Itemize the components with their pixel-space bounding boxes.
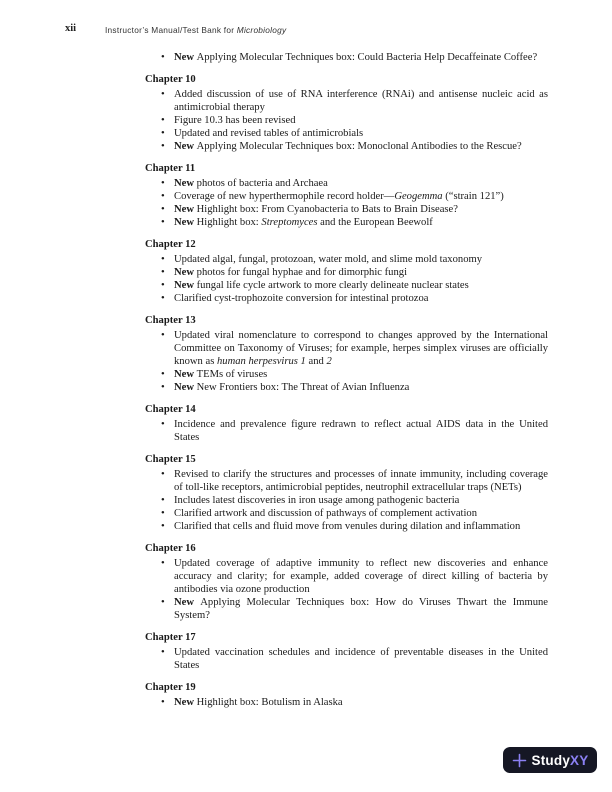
bullet-item	[161, 468, 548, 494]
bullet-item	[161, 177, 548, 190]
bullet-item	[161, 88, 548, 114]
bullet-text-run: Clarified cyst-trophozoite conversion for intestinal protozoa	[174, 293, 429, 304]
running-head-text: Instructor’s Manual/Test Bank for	[105, 24, 237, 35]
bullet-text-run: Updated coverage of adaptive immunity to reflect new discoveries and enhance accuracy and clarity; for example, added coverage of direct killing of bacteria by antibodies via ozone production	[174, 558, 548, 595]
chapter-heading: Chapter 11	[145, 163, 196, 174]
brand-wordmark	[532, 753, 589, 768]
bullet-item	[161, 51, 548, 64]
bullet-text-run: Applying Molecular Techniques box: Could Bacteria Help Decaffeinate Coffee?	[196, 52, 538, 63]
bullet-item	[161, 368, 548, 381]
bullet-item	[161, 596, 548, 622]
chapter-section	[145, 238, 548, 305]
bullet-text-run: Streptomyces	[261, 217, 318, 228]
bullet-item	[161, 494, 548, 507]
bullet-text-run: TEMs of viruses	[196, 369, 268, 380]
bullet-item	[161, 279, 548, 292]
chapter-heading: Chapter 12	[145, 239, 196, 250]
bullet-list	[161, 468, 548, 533]
bullet-text-run: Updated vaccination schedules and incidence of preventable diseases in the United States	[174, 647, 548, 671]
bullet-text-run: New	[174, 597, 201, 608]
running-head-book-title: Microbiology	[236, 24, 287, 35]
bullet-list	[161, 51, 548, 64]
bullet-text-run: New	[174, 204, 197, 215]
chapter-heading: Chapter 15	[145, 454, 196, 465]
bullet-text-run: (“strain 121”)	[442, 191, 504, 202]
bullet-text-run: New	[174, 178, 197, 189]
bullet-item	[161, 292, 548, 305]
bullet-text-run: Applying Molecular Techniques box: How do Viruses Thwart the Immune System?	[174, 597, 549, 621]
chapter-heading: Chapter 13	[145, 315, 196, 326]
bullet-item	[161, 418, 548, 444]
chapter-section	[145, 73, 548, 153]
bullet-list	[161, 88, 548, 153]
bullet-item	[161, 216, 548, 229]
bullet-text-run: human herpesvirus 1	[216, 356, 306, 367]
bullet-item	[161, 329, 548, 368]
bullet-item	[161, 266, 548, 279]
bullet-text-run: Revised to clarify the structures and processes of innate immunity, including coverage of toll-like receptors, antimicrobial peptides, neutrophil extracellular traps (NETs)	[174, 469, 548, 493]
bullet-text-run: Updated viral nomenclature to correspond to changes approved by the International Committee on Taxonomy of Viruses; for example, herpes simplex viruses are officially known as	[174, 330, 548, 367]
bullet-list	[161, 418, 548, 444]
chapter-section	[145, 681, 548, 709]
chapter-section	[145, 542, 548, 622]
chapter-section	[145, 314, 548, 394]
bullet-text-run: New	[174, 369, 197, 380]
bullet-list	[161, 177, 548, 229]
brand-primary: Study	[531, 752, 571, 768]
bullet-list	[161, 646, 548, 672]
bullet-text-run: Clarified artwork and discussion of pathways of complement activation	[174, 508, 478, 519]
chapter-section	[145, 51, 548, 64]
bullet-text-run: New	[174, 217, 197, 228]
bullet-text-run: Highlight box:	[196, 217, 262, 228]
bullet-item	[161, 114, 548, 127]
bullet-list	[161, 253, 548, 305]
page-number: xii	[65, 23, 77, 34]
bullet-item	[161, 140, 548, 153]
whats-new-chapter-list	[145, 51, 548, 709]
bullet-item	[161, 127, 548, 140]
bullet-text-run: Highlight box: From Cyanobacteria to Bats to Brain Disease?	[196, 204, 458, 215]
bullet-item	[161, 203, 548, 216]
chapter-heading: Chapter 16	[145, 543, 196, 554]
bullet-text-run: and the European Beewolf	[317, 217, 433, 228]
bullet-list	[161, 696, 548, 709]
bullet-text-run: photos of bacteria and Archaea	[196, 178, 328, 189]
chapter-section	[145, 403, 548, 444]
bullet-text-run: 2	[326, 356, 332, 367]
bullet-item	[161, 696, 548, 709]
bullet-text-run: Updated and revised tables of antimicrobials	[174, 128, 364, 139]
bullet-text-run: Incidence and prevalence figure redrawn to reflect actual AIDS data in the United States	[174, 419, 548, 443]
bullet-text-run: Highlight box: Botulism in Alaska	[196, 697, 343, 708]
studyxy-badge[interactable]	[503, 747, 597, 773]
bullet-text-run: New	[174, 697, 197, 708]
bullet-text-run: Figure 10.3 has been revised	[174, 115, 296, 126]
chapter-heading: Chapter 10	[145, 74, 196, 85]
running-head	[105, 25, 286, 35]
bullet-item	[161, 520, 548, 533]
brand-accent: XY	[570, 752, 589, 768]
bullet-text-run: Updated algal, fungal, protozoan, water mold, and slime mold taxonomy	[174, 254, 483, 265]
bullet-text-run: New	[174, 141, 197, 152]
bullet-text-run: New Frontiers box: The Threat of Avian Influenza	[196, 382, 410, 393]
bullet-text-run: Geogemma	[394, 191, 443, 202]
chapter-section	[145, 453, 548, 533]
bullet-list	[161, 557, 548, 622]
bullet-item	[161, 381, 548, 394]
bullet-item	[161, 557, 548, 596]
chapter-heading: Chapter 14	[145, 404, 196, 415]
bullet-text-run: New	[174, 267, 197, 278]
chapter-section	[145, 631, 548, 672]
bullet-text-run: New	[174, 382, 197, 393]
bullet-list	[161, 329, 548, 394]
chapter-heading: Chapter 17	[145, 632, 196, 643]
plus-icon	[512, 753, 527, 768]
bullet-text-run: Coverage of new hyperthermophile record holder—	[174, 191, 395, 202]
bullet-item	[161, 646, 548, 672]
bullet-text-run: Includes latest discoveries in iron usage among pathogenic bacteria	[174, 495, 460, 506]
bullet-text-run: Clarified that cells and fluid move from venules during dilation and inflammation	[174, 521, 521, 532]
bullet-text-run: and	[305, 356, 327, 367]
bullet-text-run: Added discussion of use of RNA interference (RNAi) and antisense nucleic acid as antimicrobial therapy	[174, 89, 548, 113]
bullet-text-run: photos for fungal hyphae and for dimorphic fungi	[196, 267, 408, 278]
bullet-item	[161, 507, 548, 520]
bullet-text-run: Applying Molecular Techniques box: Monoclonal Antibodies to the Rescue?	[196, 141, 522, 152]
chapter-heading: Chapter 19	[145, 682, 196, 693]
bullet-item	[161, 190, 548, 203]
bullet-text-run: New	[174, 280, 197, 291]
chapter-section	[145, 162, 548, 229]
bullet-text-run: fungal life cycle artwork to more clearly delineate nuclear states	[196, 280, 469, 291]
bullet-item	[161, 253, 548, 266]
bullet-text-run: New	[174, 52, 197, 63]
